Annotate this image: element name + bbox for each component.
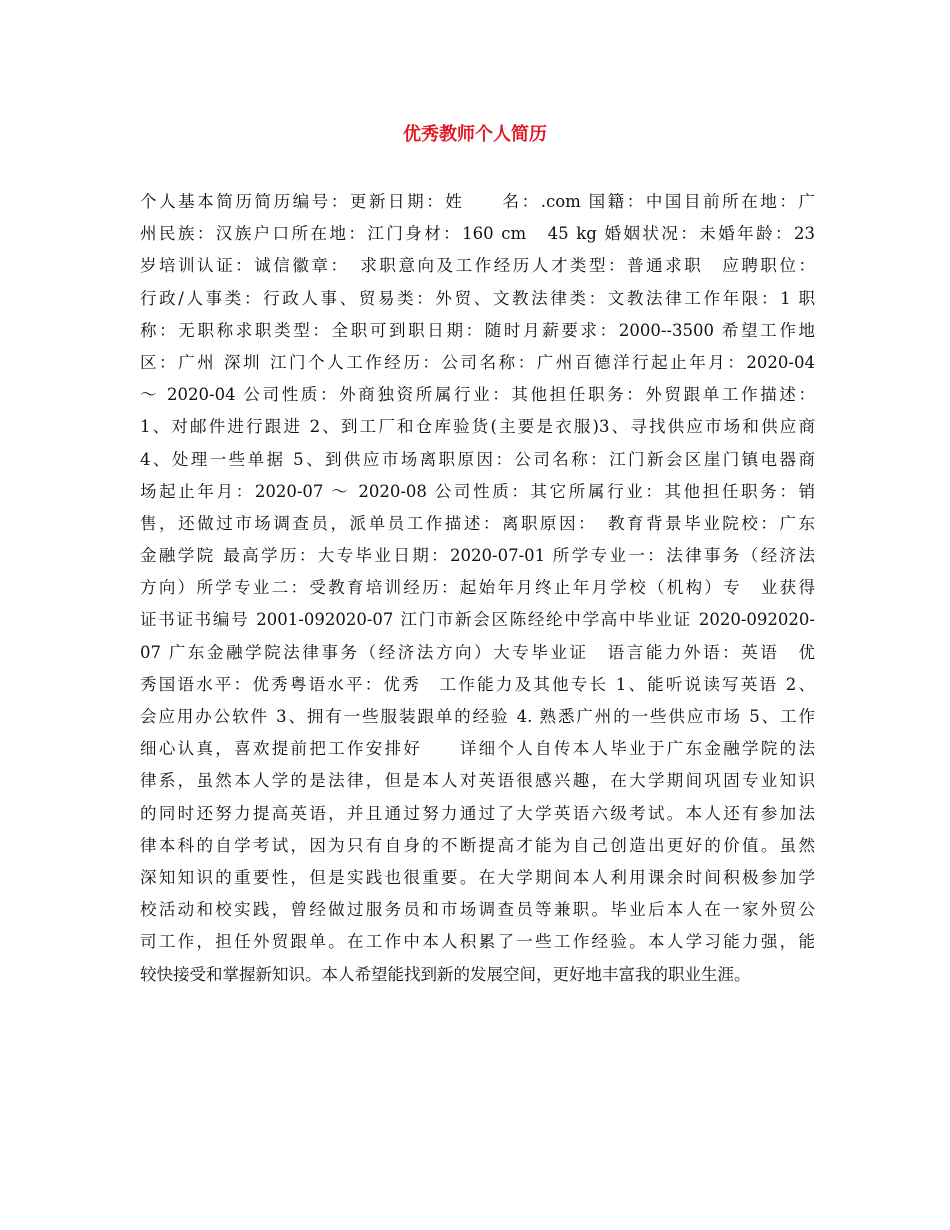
body-text-line: 司工作，担任外贸跟单。在工作中本人积累了一些工作经验。本人学习能力强，能 [140,932,815,952]
body-text-line: 07 广东金融学院法律事务（经济法方向）大专毕业证 语言能力外语：英语 优 [140,642,815,662]
body-text-line: 律本科的自学考试，因为只有自身的不断提高才能为自己创造出更好的价值。虽然 [140,835,815,855]
body-text-line: 称：无职称求职类型：全职可到职日期：随时月薪要求：2000--3500 希望工作地 [140,320,815,340]
body-text-line: 秀国语水平：优秀粤语水平：优秀 工作能力及其他专长 1、能听说读写英语 2、 [140,674,815,694]
body-text-line: 细心认真，喜欢提前把工作安排好 详细个人自传本人毕业于广东金融学院的法 [140,739,815,759]
body-text-line: 1、对邮件进行跟进 2、到工厂和仓库验货(主要是衣服)3、寻找供应市场和供应商 [140,417,815,437]
body-text-line: 场起止年月：2020-07 ～ 2020-08 公司性质：其它所属行业：其他担任职务：销 [140,481,815,501]
body-text-line: 的同时还努力提高英语，并且通过努力通过了大学英语六级考试。本人还有参加法 [140,803,815,823]
body-text-line: 4、处理一些单据 5、到供应市场离职原因：公司名称：江门新会区崖门镇电器商 [140,449,815,469]
document-body [140,186,815,991]
body-text-line: 律系，虽然本人学的是法律，但是本人对英语很感兴趣，在大学期间巩固专业知识 [140,771,815,791]
body-text-line: 售，还做过市场调查员，派单员工作描述：离职原因： 教育背景毕业院校：广东 [140,513,815,533]
body-text-line: 个人基本简历简历编号：更新日期：姓 名：.com 国籍：中国目前所在地：广 [140,192,815,211]
body-text-line: 州民族：汉族户口所在地：江门身材：160 cm 45 kg 婚姻状况：未婚年龄：23 [140,224,815,244]
body-text-line: 会应用办公软件 3、拥有一些服装跟单的经验 4. 熟悉广州的一些供应市场 5、工作 [140,707,815,726]
body-text-line: 校活动和校实践，曾经做过服务员和市场调查员等兼职。毕业后本人在一家外贸公 [140,900,815,920]
body-text-line: 岁培训认证：诚信徽章： 求职意向及工作经历人才类型：普通求职 应聘职位： [140,256,815,276]
body-text-line: 行政/人事类：行政人事、贸易类：外贸、文教法律类：文教法律工作年限：1 职 [140,288,815,308]
body-text-line: 深知知识的重要性，但是实践也很重要。在大学期间本人利用课余时间积极参加学 [140,867,815,887]
document-title: 优秀教师个人简历 [403,124,547,145]
body-text-line: 金融学院 最高学历：大专毕业日期：2020-07-01 所学专业一：法律事务（经济法 [140,546,815,566]
body-text-line: 方向）所学专业二：受教育培训经历：起始年月终止年月学校（机构）专 业获得 [140,578,815,598]
body-text-line: 较快接受和掌握新知识。本人希望能找到新的发展空间，更好地丰富我的职业生涯。 [140,964,751,984]
body-text-line: 证书证书编号 2001-092020-07 江门市新会区陈经纶中学高中毕业证 2020-092020- [140,610,815,630]
body-text-line: ～ 2020-04 公司性质：外商独资所属行业：其他担任职务：外贸跟单工作描述： [140,385,815,405]
body-text-line: 区：广州 深圳 江门个人工作经历：公司名称：广州百德洋行起止年月：2020-04 [140,352,815,372]
